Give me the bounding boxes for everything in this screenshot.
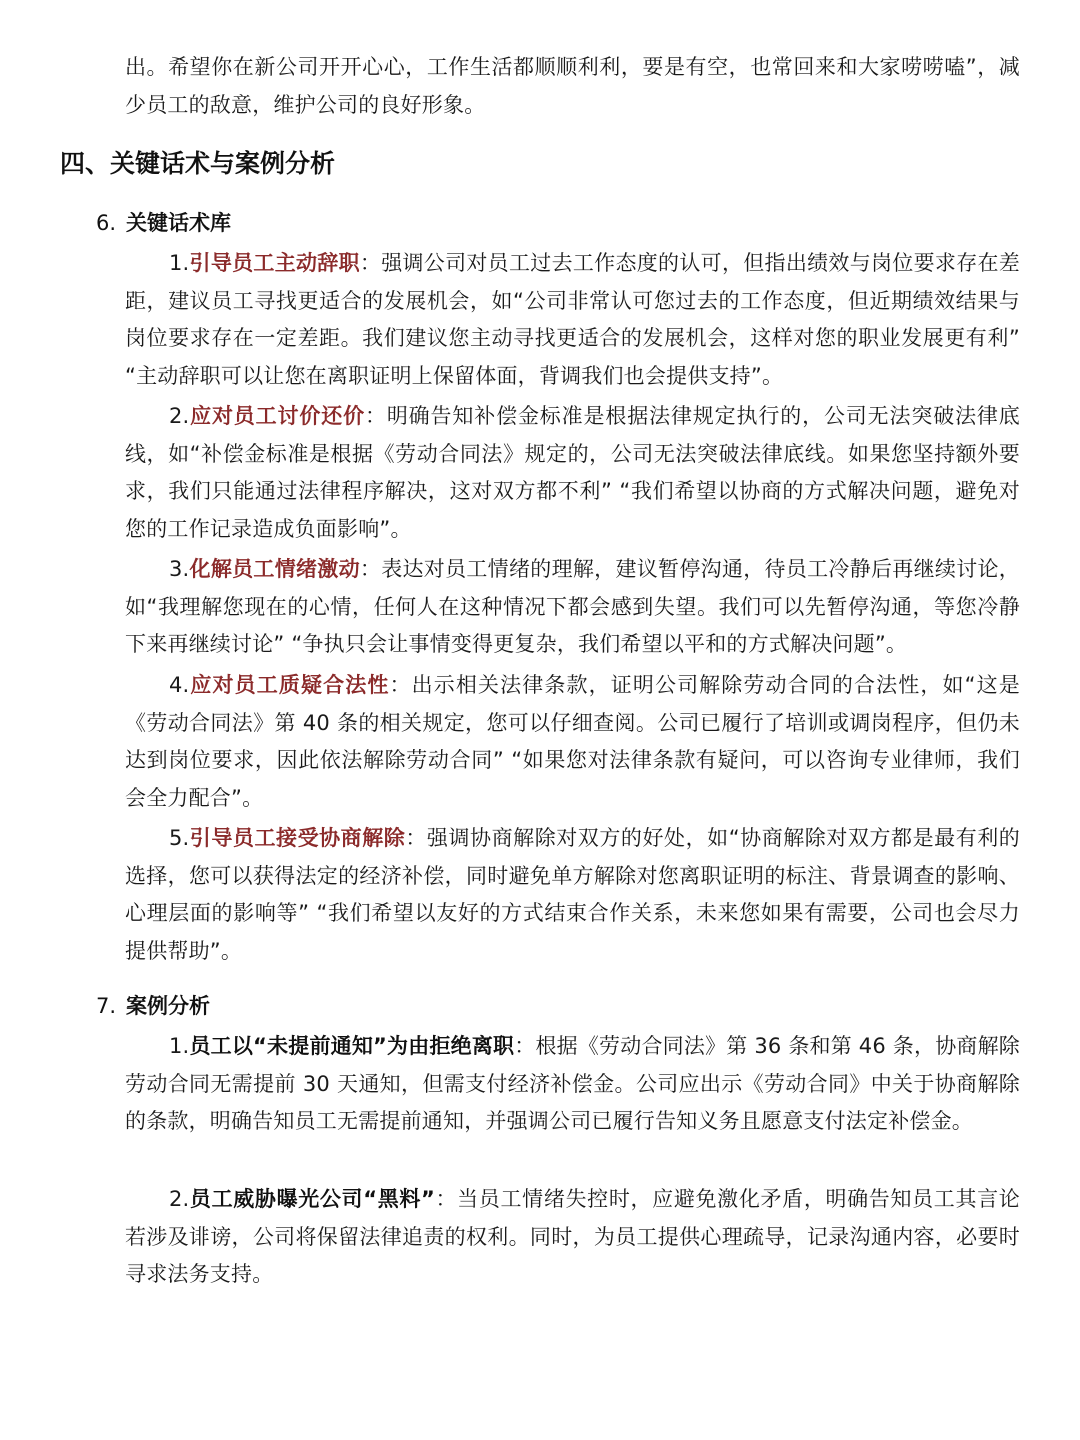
item-number: 3. [169,557,190,581]
subsection-label: 案例分析 [126,994,211,1018]
item-heading: 化解员工情绪激动 [189,557,360,581]
subsection-number: 7. [96,994,117,1018]
item-heading: 员工威胁曝光公司“黑料” [189,1187,436,1211]
case-item-1 [125,1028,1020,1141]
script-item-4 [125,667,1020,817]
item-separator: ： [435,1187,458,1211]
intro-paragraph: 出。希望你在新公司开开心心，工作生活都顺顺利利，要是有空，也常回来和大家唠唠嗑”，减少员工的敌意，维护公司的良好形象。 [125,55,1020,117]
item-number: 2. [169,404,190,428]
item-number: 5. [169,826,190,850]
item-body: 出示相关法律条款，证明公司解除劳动合同的合法性，如“这是《劳动合同法》第 40 条的相关规定，您可以仔细查阅。公司已履行了培训或调岗程序，但仍未达到岗位要求，因此依法解除劳动合同” “如果您对法律条款有疑问，可以咨询专业律师，我们会全力配合”。 [125,673,1020,810]
section-title: 四、关键话术与案例分析 [60,149,336,178]
subsection-label: 关键话术库 [126,211,232,235]
subsection-number: 6. [96,211,117,235]
script-item-5 [125,820,1020,970]
item-heading: 应对员工讨价还价 [189,404,365,428]
script-item-1 [125,245,1020,395]
item-number: 1. [169,251,190,275]
item-heading: 引导员工主动辞职 [189,251,360,275]
subsection-title-scripts [96,207,231,239]
item-body: 表达对员工情绪的理解，建议暂停沟通，待员工冷静后再继续讨论，如“我理解您现在的心情，任何人在这种情况下都会感到失望。我们可以先暂停沟通，等您冷静下来再继续讨论” “争执只会让事情变得更复杂，我们希望以平和的方式解决问题”。 [125,557,1020,656]
item-body: 明确告知补偿金标准是根据法律规定执行的，公司无法突破法律底线，如“补偿金标准是根据《劳动合同法》规定的，公司无法突破法律底线。如果您坚持额外要求，我们只能通过法律程序解决，这对双方都不利” “我们希望以协商的方式解决问题，避免对您的工作记录造成负面影响”。 [125,404,1020,541]
script-item-2 [125,398,1020,548]
item-body: 当员工情绪失控时，应避免激化矛盾，明确告知员工其言论若涉及诽谤，公司将保留法律追责的权利。同时，为员工提供心理疏导，记录沟通内容，必要时寻求法务支持。 [125,1187,1020,1286]
item-heading: 引导员工接受协商解除 [189,826,406,850]
subsection-title-cases [96,990,210,1022]
script-item-3 [125,551,1020,664]
item-body: 强调协商解除对双方的好处，如“协商解除对双方都是最有利的选择，您可以获得法定的经济补偿，同时避免单方解除对您离职证明的标注、背景调查的影响、心理层面的影响等” “我们希望以友好的方式结束合作关系，未来您如果有需要，公司也会尽力提供帮助”。 [125,826,1021,963]
item-number: 1. [169,1034,190,1058]
item-body: 强调公司对员工过去工作态度的认可，但指出绩效与岗位要求存在差距，建议员工寻找更适合的发展机会，如“公司非常认可您过去的工作态度，但近期绩效结果与岗位要求存在一定差距。我们建议您主动寻找更适合的发展机会，这样对您的职业发展更有利” “主动辞职可以让您在离职证明上保留体面，背调我们也会提供支持”。 [125,251,1020,388]
item-number: 4. [169,673,190,697]
item-separator: ： [514,1034,536,1058]
case-item-2 [125,1181,1020,1294]
item-heading: 员工以“未提前通知”为由拒绝离职 [189,1034,515,1058]
item-separator: ： [389,673,412,697]
item-body: 根据《劳动合同法》第 36 条和第 46 条，协商解除劳动合同无需提前 30 天通知，但需支付经济补偿金。公司应出示《劳动合同》中关于协商解除的条款，明确告知员工无需提前通知，并强调公司已履行告知义务且愿意支付法定补偿金。 [125,1034,1020,1133]
item-number: 2. [169,1187,190,1211]
item-heading: 应对员工质疑合法性 [189,673,390,697]
item-separator: ： [405,826,427,850]
item-separator: ： [364,404,387,428]
item-separator: ： [359,251,382,275]
item-separator: ： [359,557,382,581]
